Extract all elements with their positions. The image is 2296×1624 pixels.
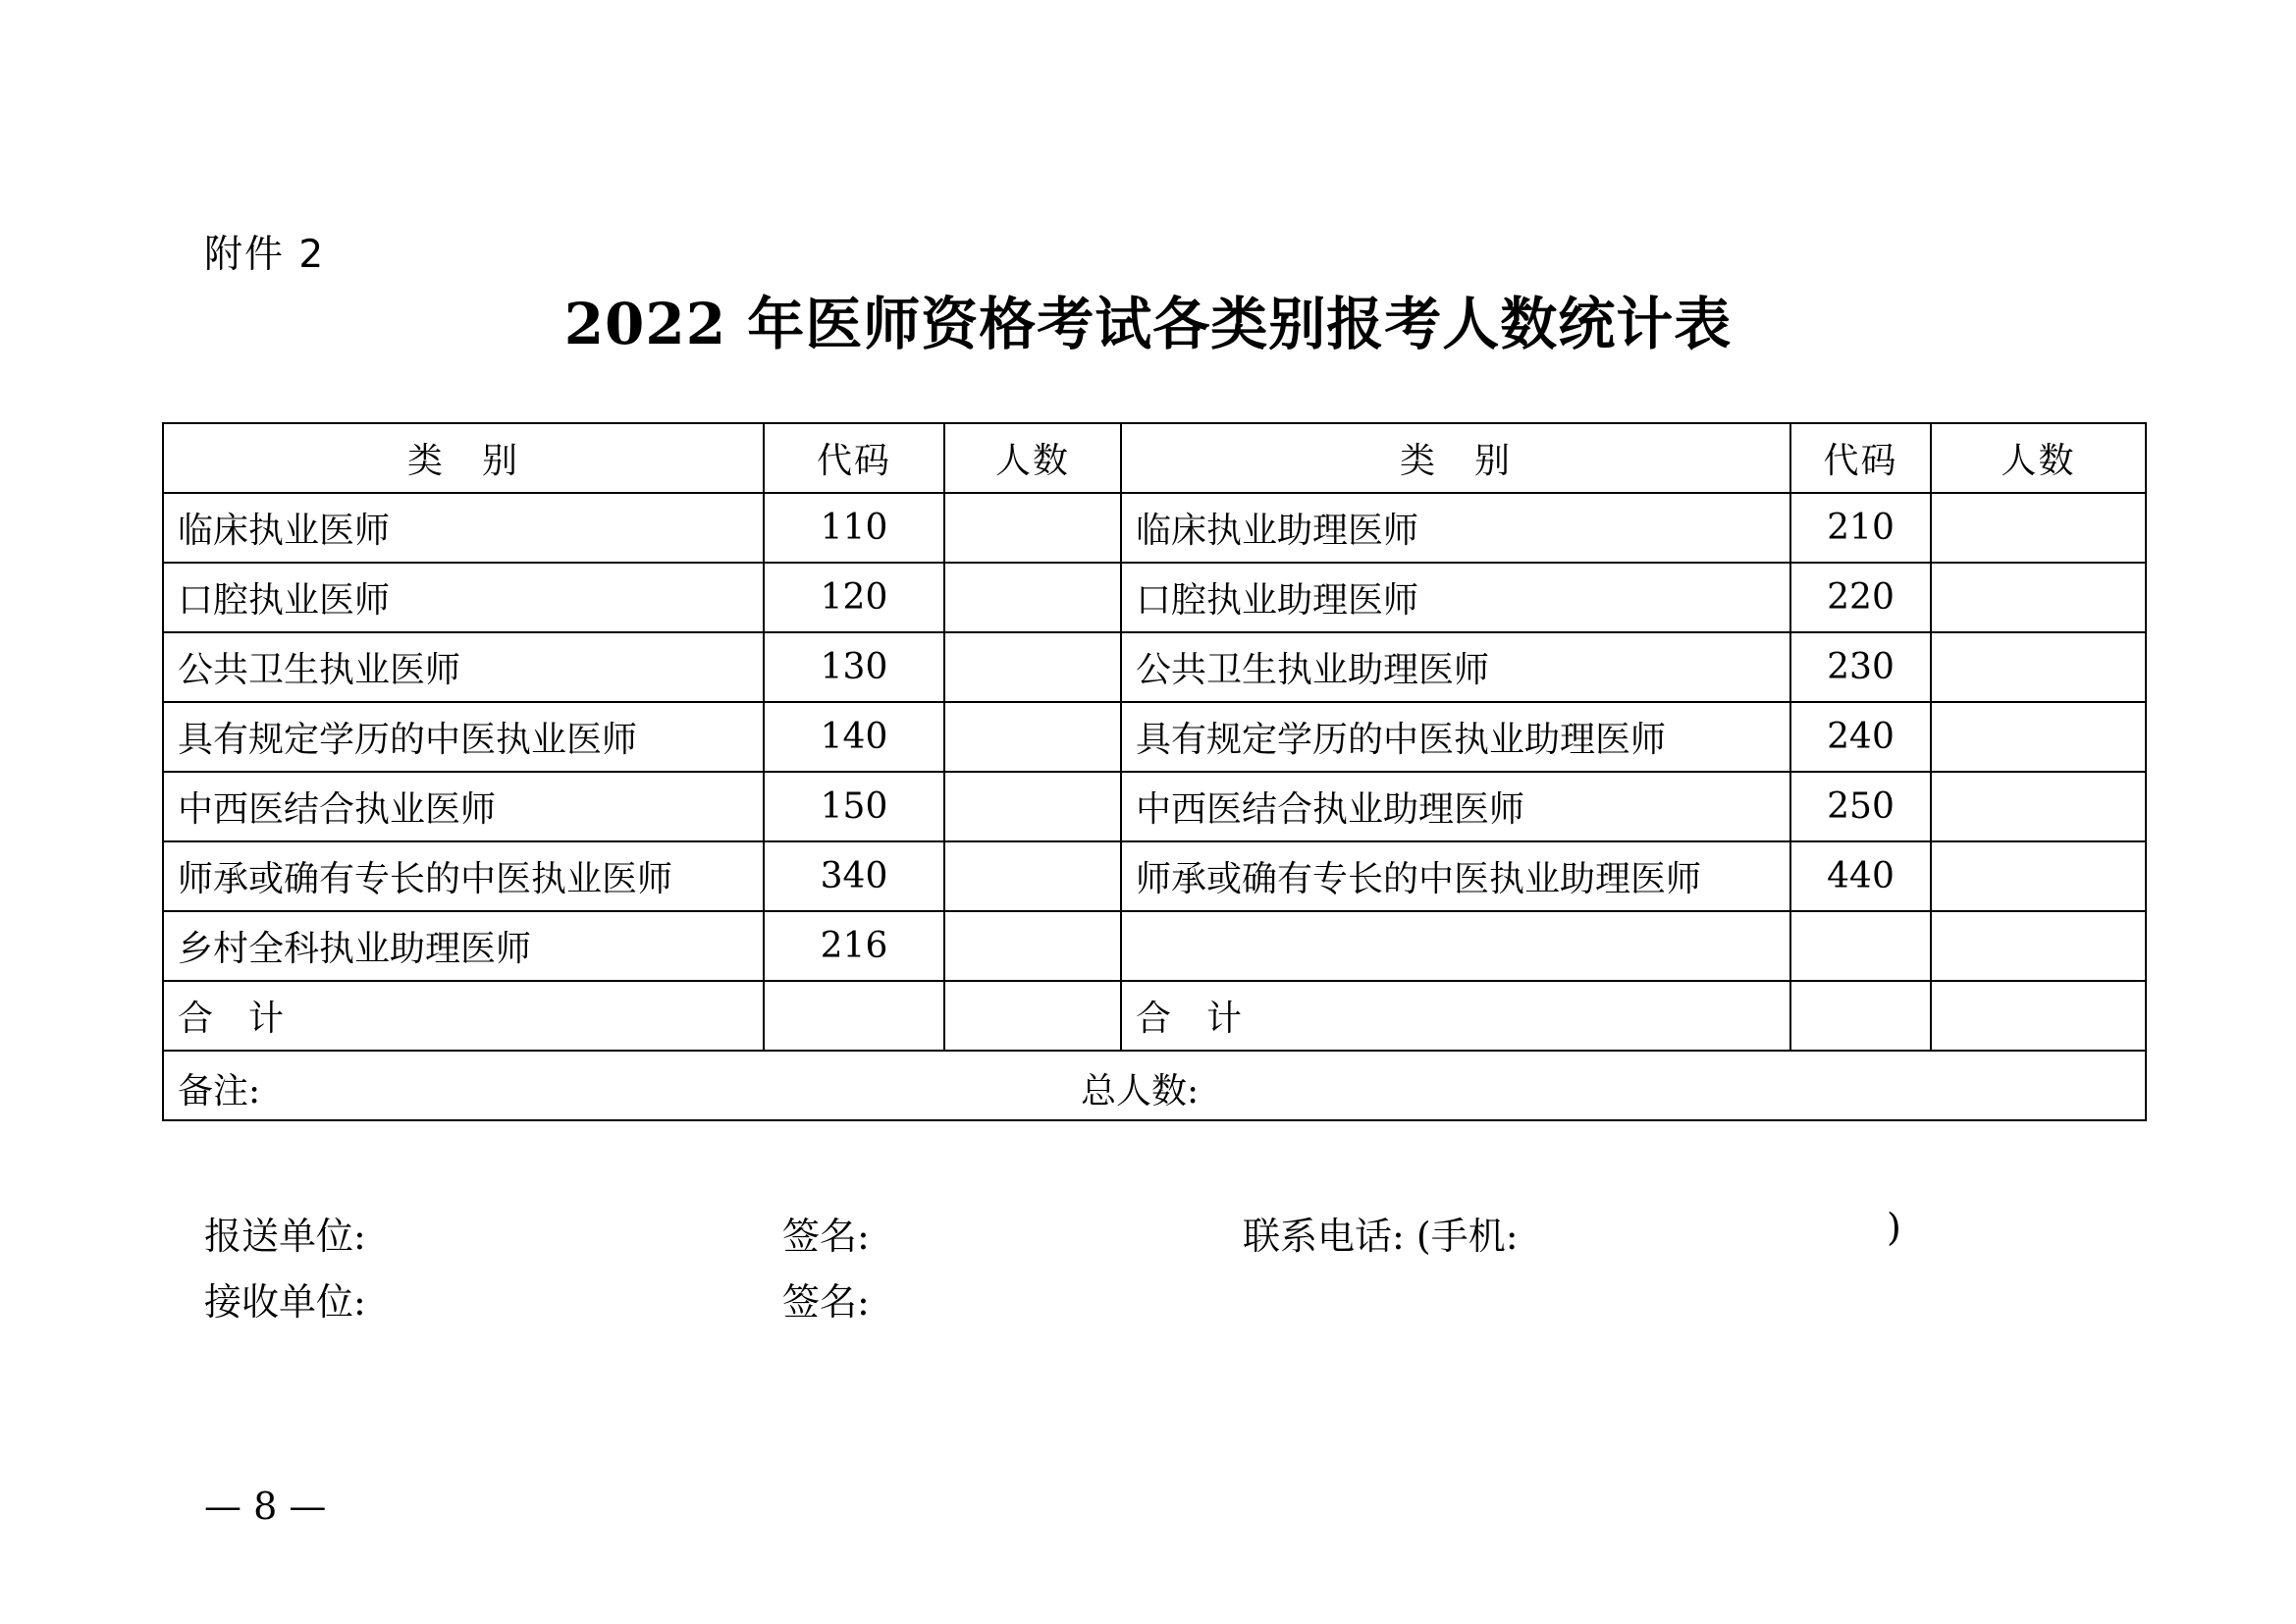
page-number: — 8 — <box>204 1485 327 1528</box>
code-cell: 440 <box>1790 841 1931 911</box>
code-cell: 210 <box>1790 493 1931 563</box>
table-row <box>163 702 2146 772</box>
phone-close-paren: ) <box>1887 1206 1901 1249</box>
code-cell: 250 <box>1790 772 1931 841</box>
phone-label: 联系电话: (手机: <box>1243 1215 1519 1258</box>
notes-label: 备注: <box>178 1071 261 1111</box>
table-row <box>163 632 2146 702</box>
subtotal-right-count[interactable] <box>1931 981 2146 1051</box>
statistics-table <box>162 422 2147 1121</box>
code-cell: 130 <box>764 632 944 702</box>
receiver-unit-label: 接收单位: <box>204 1280 366 1324</box>
attachment-label: 附件 2 <box>204 233 326 277</box>
code-cell: 340 <box>764 841 944 911</box>
count-cell[interactable] <box>1931 911 2146 981</box>
category-cell: 临床执业助理医师 <box>1121 493 1790 563</box>
category-cell: 公共卫生执业助理医师 <box>1121 632 1790 702</box>
count-cell[interactable] <box>1931 841 2146 911</box>
table-header-row <box>163 423 2146 493</box>
notes-row <box>163 1051 2146 1120</box>
table-body <box>163 493 2146 981</box>
count-cell[interactable] <box>1931 632 2146 702</box>
table-row <box>163 911 2146 981</box>
code-cell <box>1790 911 1931 981</box>
category-cell: 中西医结合执业助理医师 <box>1121 772 1790 841</box>
header-code-right: 代码 <box>1790 423 1931 493</box>
count-cell[interactable] <box>944 702 1121 772</box>
code-cell: 216 <box>764 911 944 981</box>
code-cell: 230 <box>1790 632 1931 702</box>
code-cell: 120 <box>764 563 944 632</box>
count-cell[interactable] <box>1931 493 2146 563</box>
count-cell[interactable] <box>944 772 1121 841</box>
category-cell: 口腔执业助理医师 <box>1121 563 1790 632</box>
category-cell <box>1121 911 1790 981</box>
header-code-left: 代码 <box>764 423 944 493</box>
count-cell[interactable] <box>944 563 1121 632</box>
header-category-left: 类 别 <box>163 423 764 493</box>
header-count-right: 人数 <box>1931 423 2146 493</box>
code-cell: 240 <box>1790 702 1931 772</box>
count-cell[interactable] <box>1931 702 2146 772</box>
subtotal-right-code <box>1790 981 1931 1051</box>
receiver-sign-label: 签名: <box>782 1280 870 1324</box>
count-cell[interactable] <box>1931 772 2146 841</box>
category-cell: 口腔执业医师 <box>163 563 764 632</box>
code-cell: 110 <box>764 493 944 563</box>
code-cell: 150 <box>764 772 944 841</box>
category-cell: 中西医结合执业医师 <box>163 772 764 841</box>
count-cell[interactable] <box>944 493 1121 563</box>
subtotal-row <box>163 981 2146 1051</box>
total-count-label: 总人数: <box>1081 1071 1200 1111</box>
category-cell: 临床执业医师 <box>163 493 764 563</box>
header-category-right: 类 别 <box>1121 423 1790 493</box>
subtotal-left-label: 合 计 <box>163 981 764 1051</box>
category-cell: 乡村全科执业助理医师 <box>163 911 764 981</box>
subtotal-right-label: 合 计 <box>1121 981 1790 1051</box>
table-row <box>163 841 2146 911</box>
category-cell: 具有规定学历的中医执业医师 <box>163 702 764 772</box>
category-cell: 师承或确有专长的中医执业医师 <box>163 841 764 911</box>
table-row <box>163 563 2146 632</box>
subtotal-left-code <box>764 981 944 1051</box>
sender-sign-label: 签名: <box>782 1215 870 1258</box>
category-cell: 师承或确有专长的中医执业助理医师 <box>1121 841 1790 911</box>
table-row <box>163 493 2146 563</box>
count-cell[interactable] <box>1931 563 2146 632</box>
count-cell[interactable] <box>944 911 1121 981</box>
sender-unit-label: 报送单位: <box>204 1215 366 1258</box>
document-title: 2022 年医师资格考试各类别报考人数统计表 <box>563 291 1733 357</box>
code-cell: 140 <box>764 702 944 772</box>
count-cell[interactable] <box>944 841 1121 911</box>
code-cell: 220 <box>1790 563 1931 632</box>
category-cell: 具有规定学历的中医执业助理医师 <box>1121 702 1790 772</box>
subtotal-left-count[interactable] <box>944 981 1121 1051</box>
table-row <box>163 772 2146 841</box>
header-count-left: 人数 <box>944 423 1121 493</box>
notes-cell[interactable] <box>163 1051 2146 1120</box>
category-cell: 公共卫生执业医师 <box>163 632 764 702</box>
count-cell[interactable] <box>944 632 1121 702</box>
